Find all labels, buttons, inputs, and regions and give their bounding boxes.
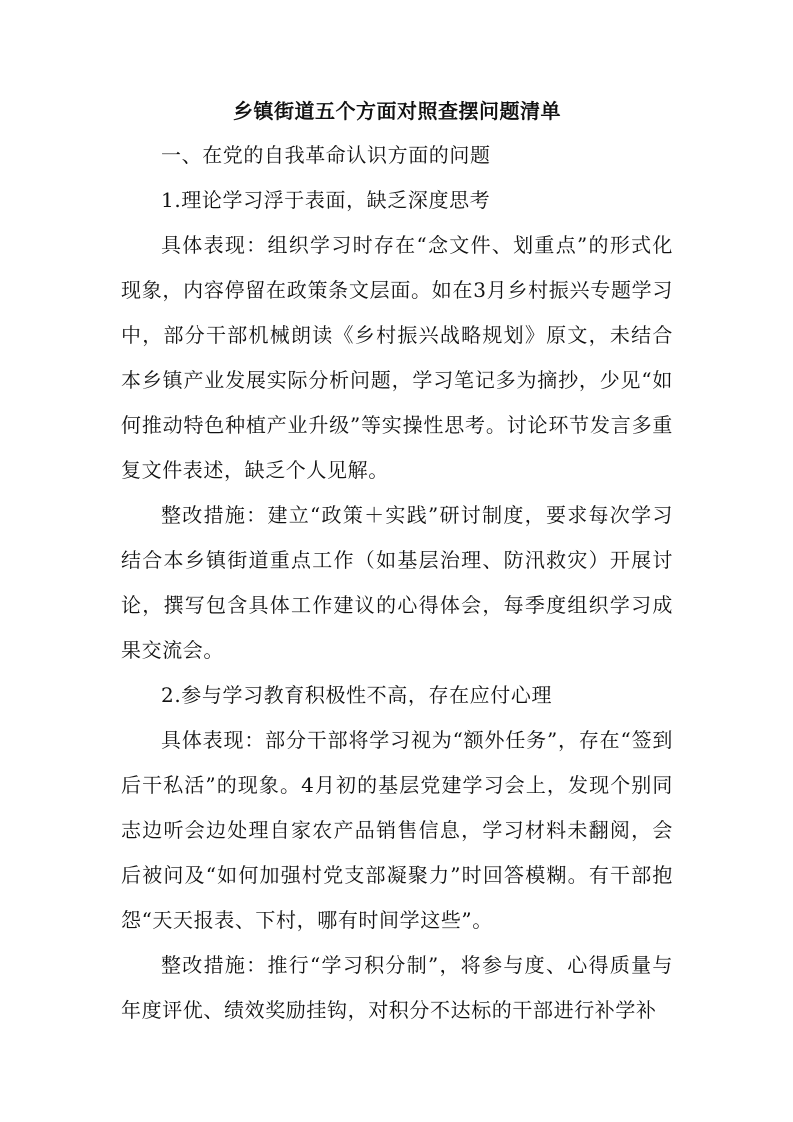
document-body <box>121 92 673 1033</box>
item-1-performance: 具体表现：组织学习时存在“念文件、划重点”的形式化现象，内容停留在政策条文层面。如在3月乡村振兴专题学习中，部分干部机械朗读《乡村振兴战略规划》原文，未结合本乡镇产业发展实际分析问题，学习笔记多为摘抄，少见“如何推动特色种植产业升级”等实操性思考。讨论环节发言多重复文件表述，缺乏个人见解。 <box>121 233 673 482</box>
item-heading-2: 2.参与学习教育积极性不高，存在应付心理 <box>161 683 553 707</box>
item-1-measures: 整改措施：建立“政策＋实践”研讨制度，要求每次学习结合本乡镇街道重点工作（如基层治理、防汛救灾）开展讨论，撰写包含具体工作建议的心得体会，每季度组织学习成果交流会。 <box>121 503 673 662</box>
item-2-measures: 整改措施：推行“学习积分制”，将参与度、心得质量与年度评优、绩效奖励挂钩，对积分不达标的干部进行补学补 <box>121 953 673 1022</box>
section-heading-1: 一、在党的自我革命认识方面的问题 <box>161 143 491 167</box>
item-heading-1: 1.理论学习浮于表面，缺乏深度思考 <box>161 188 491 212</box>
document-title: 乡镇街道五个方面对照查摆问题清单 <box>233 99 561 123</box>
item-2-performance: 具体表现：部分干部将学习视为“额外任务”，存在“签到后干私活”的现象。4月初的基层党建学习会上，发现个别同志边听会边处理自家农产品销售信息，学习材料未翻阅，会后被问及“如何加强村党支部凝聚力”时回答模糊。有干部抱怨“天天报表、下村，哪有时间学这些”。 <box>121 728 673 932</box>
